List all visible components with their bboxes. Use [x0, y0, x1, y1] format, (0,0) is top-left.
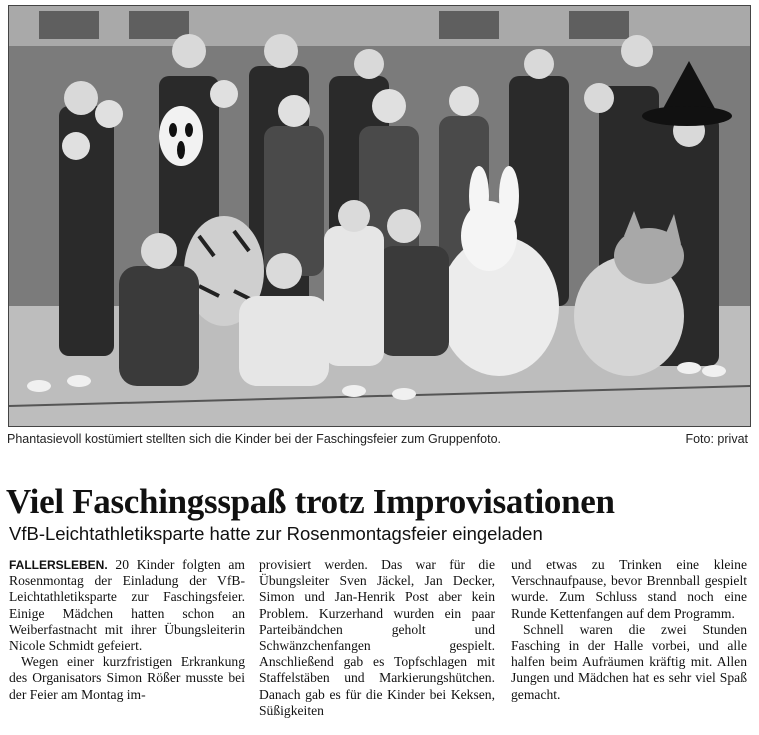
paragraph-3: provisiert werden. Das war für die Übungsleiter Sven Jäckel, Jan Decker, Simon und Jan-Henrik Post aber kein Problem. Kurzerhand wurden ein paar Parteibändchen geholt und Schwänzchenfangen gespielt. Anschließend gab es Topfschlagen mit Staffelstäben und Markierungshütchen. Danach gab es für die Kinder bei Keksen, Süßigkeiten: [259, 557, 495, 718]
paragraph-4: und etwas zu Trinken eine kleine Verschnaufpause, bevor Brennball gespielt wurde. Zum Schluss stand noch eine Runde Kettenfangen auf dem Programm.: [511, 557, 747, 621]
paragraph-1-text: 20 Kinder folgten am Rosenmontag der Einladung der VfB-Leichtathletiksparte zur Faschingsfeier. Einige Mädchen hatten schon an Weiberfastnacht mit ihrer Übungsleiterin Nicole Schmidt gefeiert.: [9, 557, 245, 654]
article-headline: Viel Faschingsspaß trotz Improvisationen: [6, 482, 615, 521]
photo-caption: Phantasievoll kostümiert stellten sich die Kinder bei der Faschingsfeier zum Gruppenfoto.: [7, 432, 502, 446]
paragraph-2: Wegen einer kurzfristigen Erkrankung des Organisators Simon Rößer musste bei der Feier am Montag im-: [9, 654, 245, 702]
photo-credit: Foto: privat: [685, 432, 748, 446]
group-photo-illustration: [9, 6, 750, 426]
dateline: FALLERSLEBEN.: [9, 558, 108, 572]
article-subheadline: VfB-Leichtathletiksparte hatte zur Rosenmontagsfeier eingeladen: [9, 523, 543, 544]
group-photo: [8, 5, 751, 427]
photo-caption-row: [7, 432, 752, 450]
paragraph-1: [9, 557, 245, 654]
paragraph-5: Schnell waren die zwei Stunden Fasching in der Halle vorbei, und alle halfen beim Aufräumen kräftig mit. Allen Jungen und Mädchen hat es sehr viel Spaß gemacht.: [511, 621, 747, 702]
article-column-1: [9, 557, 245, 703]
article-column-2: [259, 557, 495, 719]
article-column-3: [511, 557, 747, 703]
